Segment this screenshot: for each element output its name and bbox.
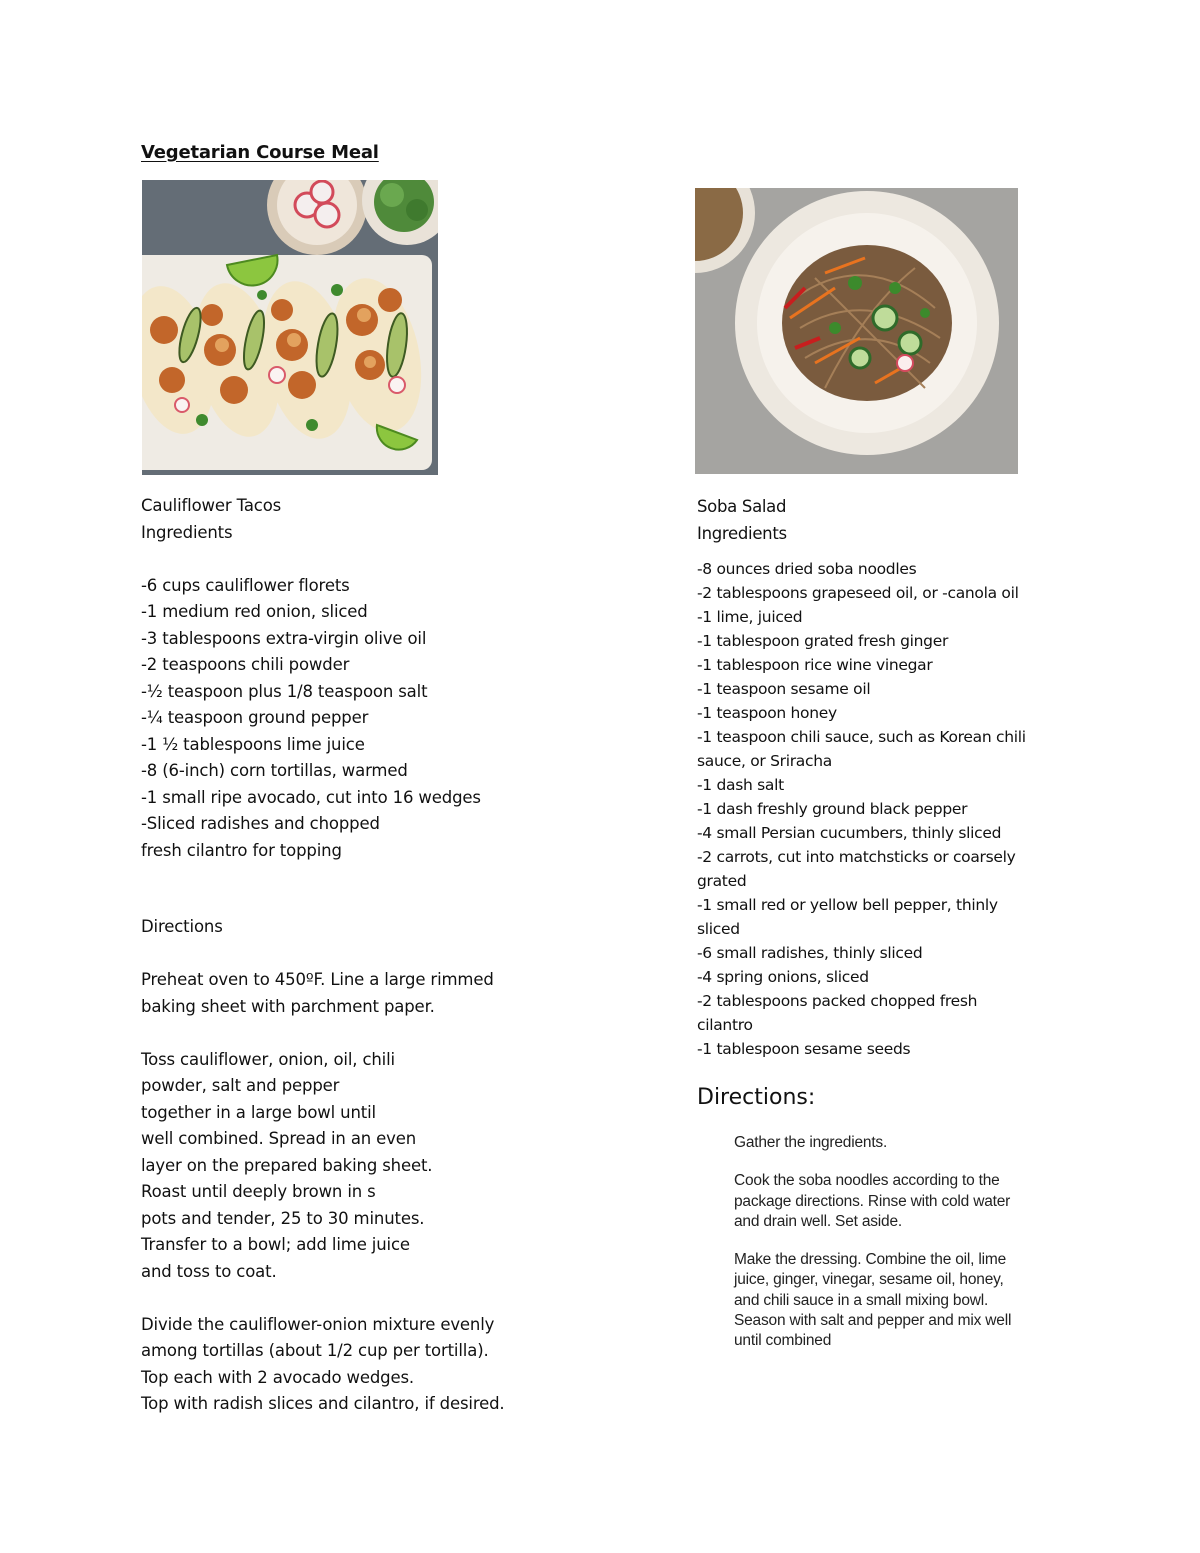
soba-salad-image (695, 188, 1018, 474)
direction-line: Toss cauliflower, onion, oil, chili (141, 1049, 395, 1069)
ingredient-item: -1 teaspoon chili sauce, such as Korean chili sauce, or Sriracha (697, 728, 1026, 770)
direction-line: Roast until deeply brown in s (141, 1182, 376, 1201)
direction-line: well combined. Spread in an even (141, 1129, 417, 1148)
direction-line: Top each with 2 avocado wedges. (141, 1367, 415, 1387)
ingredient-item: -1 ½ tablespoons lime juice (141, 734, 365, 754)
cauliflower-tacos-recipe (141, 493, 561, 1418)
ingredient-item: -½ teaspoon plus 1/8 teaspoon salt (141, 681, 428, 701)
directions-heading: Directions (141, 917, 223, 936)
ingredient-item: -1 tablespoon sesame seeds (697, 1040, 911, 1058)
ingredient-item: -1 lime, juiced (697, 608, 803, 626)
ingredient-item: -8 ounces dried soba noodles (697, 560, 917, 578)
direction-line: pots and tender, 25 to 30 minutes. (141, 1208, 425, 1228)
ingredient-item: -6 small radishes, thinly sliced (697, 944, 923, 962)
cauliflower-tacos-image (142, 180, 438, 475)
ingredient-item: -1 dash salt (697, 776, 784, 794)
ingredient-item: -2 tablespoons grapeseed oil, or -canola oil (697, 584, 1019, 602)
directions-heading: Directions: (697, 1085, 816, 1110)
ingredient-item: -1 tablespoon rice wine vinegar (697, 656, 933, 674)
direction-step: Cook the soba noodles according to the package directions. Rinse with cold water and drain well. Set aside. (734, 1172, 1011, 1230)
direction-line: layer on the prepared baking sheet. (141, 1155, 433, 1175)
directions-list (734, 1133, 1019, 1352)
direction-line: Preheat oven to 450ºF. Line a large rimmed (141, 970, 494, 989)
ingredient-item: -4 small Persian cucumbers, thinly sliced (697, 824, 1002, 842)
ingredient-item: -1 small ripe avocado, cut into 16 wedges (141, 787, 481, 807)
ingredient-item: -1 medium red onion, sliced (141, 602, 368, 621)
ingredient-item: -2 teaspoons chili powder (141, 655, 350, 674)
ingredient-item: -1 teaspoon sesame oil (697, 680, 871, 698)
recipe-name: Cauliflower Tacos (141, 496, 282, 515)
ingredient-item: -1 tablespoon grated fresh ginger (697, 632, 949, 650)
ingredient-item: -4 spring onions, sliced (697, 968, 869, 986)
recipe-name: Soba Salad (697, 497, 787, 516)
direction-step (141, 1047, 561, 1286)
ingredient-item: -2 tablespoons packed chopped fresh cilantro (697, 992, 978, 1034)
direction-step: Make the dressing. Combine the oil, lime juice, ginger, vinegar, sesame oil, honey, and chili sauce in a small mixing bowl. Season with salt and pepper and mix well until combined (734, 1251, 1012, 1350)
ingredients-list (141, 573, 561, 865)
ingredient-item: -¼ teaspoon ground pepper (141, 708, 369, 727)
direction-line: baking sheet with parchment paper. (141, 996, 435, 1016)
ingredient-item: -3 tablespoons extra-virgin olive oil (141, 628, 427, 648)
ingredients-list (697, 557, 1037, 1061)
direction-step (141, 967, 561, 1020)
direction-line: among tortillas (about 1/2 cup per tortilla). (141, 1341, 489, 1360)
ingredient-item: -6 cups cauliflower florets (141, 575, 350, 595)
direction-line: Divide the cauliflower-onion mixture evenly (141, 1314, 495, 1334)
ingredient-item: -1 teaspoon honey (697, 704, 837, 722)
ingredient-item: -1 small red or yellow bell pepper, thinly sliced (697, 896, 998, 938)
direction-step: Gather the ingredients. (734, 1134, 888, 1151)
direction-line: Top with radish slices and cilantro, if desired. (141, 1394, 505, 1413)
ingredient-item: -1 dash freshly ground black pepper (697, 800, 968, 818)
direction-line: together in a large bowl until (141, 1102, 376, 1122)
page-title: Vegetarian Course Meal (141, 142, 379, 163)
ingredients-heading: Ingredients (697, 524, 787, 543)
direction-line: Transfer to a bowl; add lime juice (141, 1235, 410, 1254)
direction-line: powder, salt and pepper (141, 1076, 340, 1095)
ingredient-item: fresh cilantro for topping (141, 840, 342, 860)
ingredient-item: -Sliced radishes and chopped (141, 814, 380, 833)
direction-step (141, 1312, 561, 1418)
ingredients-heading: Ingredients (141, 522, 233, 542)
soba-salad-recipe (697, 493, 1037, 1370)
ingredient-item: -2 carrots, cut into matchsticks or coarsely grated (697, 848, 1016, 890)
ingredient-item: -8 (6-inch) corn tortillas, warmed (141, 761, 408, 780)
direction-line: and toss to coat. (141, 1261, 277, 1281)
